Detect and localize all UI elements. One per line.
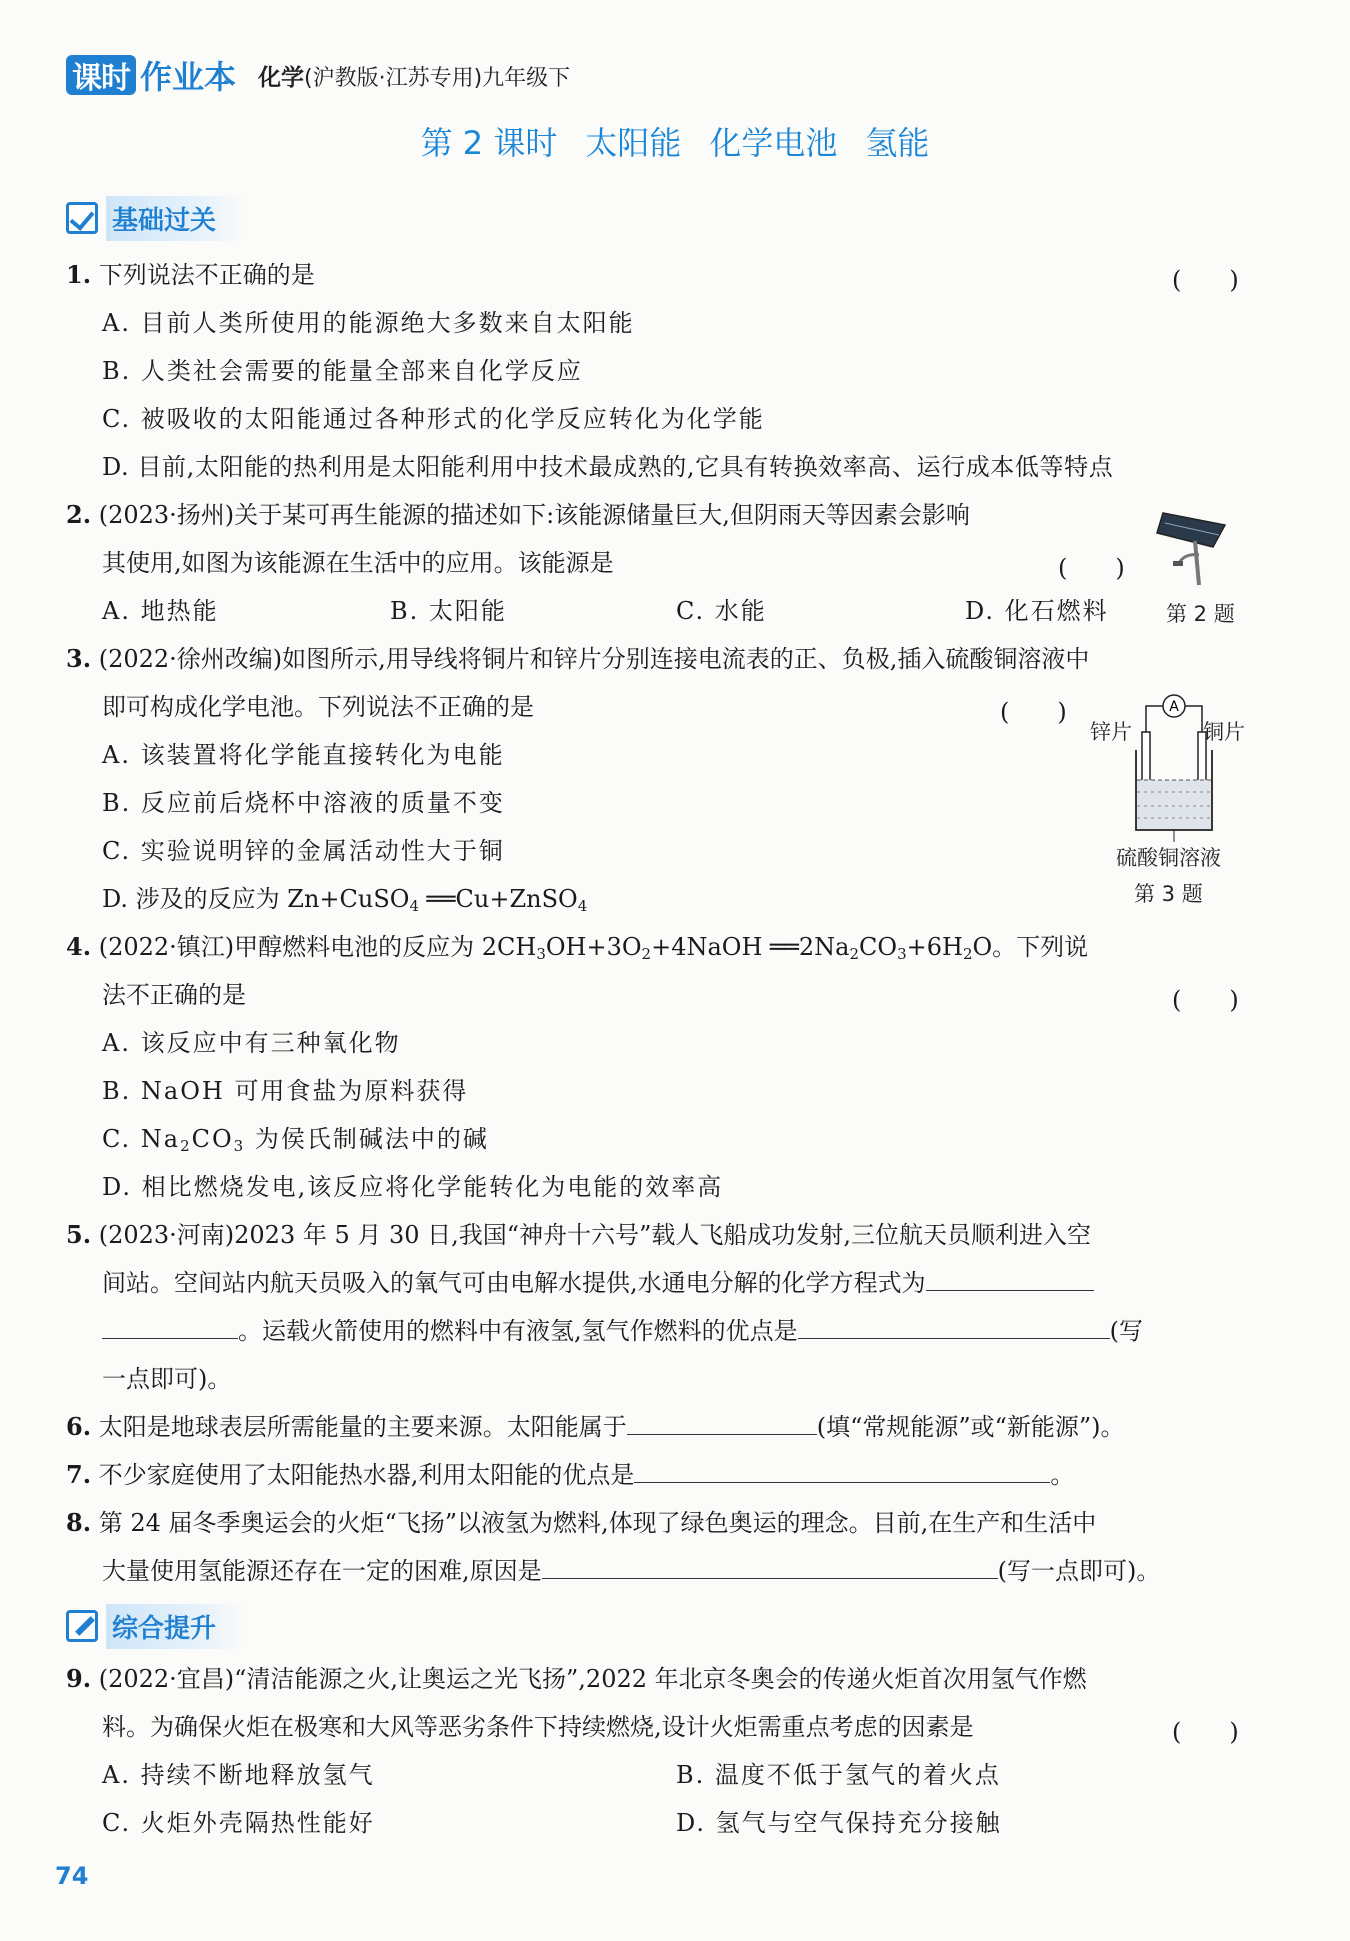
q1-stem: 1. 下列说法不正确的是	[66, 260, 315, 289]
answer-paren: ( )	[1172, 986, 1239, 1014]
section-advanced: 综合提升	[66, 1606, 244, 1646]
figure-caption: 第 2 题	[1166, 602, 1235, 626]
option: D. 化石燃料	[965, 597, 1109, 625]
answer-blank[interactable]	[798, 1316, 1110, 1339]
checkbox-icon	[66, 202, 98, 234]
brand-text: 作业本	[140, 58, 237, 96]
answer-paren: ( )	[1000, 698, 1067, 726]
lesson-title: 第 2 课时 太阳能 化学电池 氢能	[420, 124, 930, 162]
answer-blank[interactable]	[926, 1268, 1094, 1291]
option: C. 被吸收的太阳能通过各种形式的化学反应转化为化学能	[102, 405, 765, 433]
q6: 6. 太阳是地球表层所需能量的主要来源。太阳能属于 (填“常规能源”或“新能源”)。	[66, 1412, 1125, 1441]
option: C. 水能	[676, 597, 767, 625]
solution-label: 硫酸铜溶液	[1116, 846, 1221, 870]
answer-blank[interactable]	[542, 1556, 998, 1579]
header	[66, 52, 570, 98]
page-number: 74	[55, 1862, 89, 1890]
q3-line2: 即可构成化学电池。下列说法不正确的是	[102, 693, 534, 721]
option: A. 目前人类所使用的能源绝大多数来自太阳能	[102, 309, 635, 337]
answer-blank[interactable]	[634, 1460, 1050, 1483]
q5-line3: 。运载火箭使用的燃料中有液氢,氢气作燃料的优点是 (写	[102, 1316, 1143, 1346]
option: A. 地热能	[102, 597, 219, 625]
answer-paren: ( )	[1058, 554, 1125, 582]
q8-line2: 大量使用氢能源还存在一定的困难,原因是 (写一点即可)。	[102, 1557, 1161, 1585]
option: A. 持续不断地释放氢气	[102, 1761, 375, 1789]
q2-line2: 其使用,如图为该能源在生活中的应用。该能源是	[102, 549, 614, 577]
q2-line1: 2. (2023·扬州)关于某可再生能源的描述如下:该能源储量巨大,但阴雨天等因素会影响	[66, 500, 970, 529]
q9-line2: 料。为确保火炬在极寒和大风等恶劣条件下持续燃烧,设计火炬需重点考虑的因素是	[102, 1713, 974, 1741]
option: B. NaOH 可用食盐为原料获得	[102, 1077, 469, 1105]
option: B. 温度不低于氢气的着火点	[676, 1761, 1001, 1789]
brand-logo: 课时	[66, 55, 136, 95]
figure-caption: 第 3 题	[1134, 882, 1203, 906]
q8-line1: 8. 第 24 届冬季奥运会的火炬“飞扬”以液氢为燃料,体现了绿色奥运的理念。目前,在生产和生活中	[66, 1508, 1097, 1537]
option: B. 太阳能	[390, 597, 507, 625]
q7: 7. 不少家庭使用了太阳能热水器,利用太阳能的优点是 。	[66, 1460, 1075, 1489]
zinc-label: 锌片	[1090, 720, 1132, 744]
section-basic: 基础过关	[66, 198, 244, 238]
option: C. 火炬外壳隔热性能好	[102, 1809, 375, 1837]
solar-lamp-figure	[1155, 505, 1235, 587]
subject-line: 化学(沪教版·江苏专用)九年级下	[258, 64, 571, 91]
answer-paren: ( )	[1172, 266, 1239, 294]
pen-icon	[66, 1610, 98, 1642]
option: A. 该反应中有三种氧化物	[102, 1029, 401, 1057]
option: D. 目前,太阳能的热利用是太阳能利用中技术最成熟的,它具有转换效率高、运行成本低等特点	[102, 453, 1114, 481]
answer-paren: ( )	[1172, 1718, 1239, 1746]
q3-line1: 3. (2022·徐州改编)如图所示,用导线将铜片和锌片分别连接电流表的正、负极,插入硫酸铜溶液中	[66, 644, 1090, 673]
q4-line2: 法不正确的是	[102, 981, 246, 1009]
q5-line4: 一点即可)。	[102, 1365, 232, 1393]
ammeter-label: A	[1169, 699, 1179, 715]
option: D. 相比燃烧发电,该反应将化学能转化为电能的效率高	[102, 1173, 724, 1201]
option: A. 该装置将化学能直接转化为电能	[102, 741, 505, 769]
answer-blank[interactable]	[627, 1412, 817, 1435]
option: C. $Na_2CO_3$ 为侯氏制碱法中的碱	[102, 1125, 489, 1155]
q5-line2: 间站。空间站内航天员吸入的氧气可由电解水提供,水通电分解的化学方程式为	[102, 1268, 1094, 1298]
q4-line1: 4. (2022·镇江)甲醇燃料电池的反应为 $2CH_3OH+3O_2+4NaOH$ $══2Na_2CO_3+6H_2O$。下列说	[66, 932, 1089, 963]
copper-label: 铜片	[1203, 720, 1245, 744]
q9-line1: 9. (2022·宜昌)“清洁能源之火,让奥运之光飞扬”,2022 年北京冬奥会的传递火炬首次用氢气作燃	[66, 1664, 1087, 1693]
answer-blank[interactable]	[102, 1316, 238, 1339]
option: C. 实验说明锌的金属活动性大于铜	[102, 837, 505, 865]
q5-line1: 5. (2023·河南)2023 年 5 月 30 日,我国“神舟十六号”载人飞船成功发射,三位航天员顺利进入空	[66, 1220, 1091, 1249]
option: B. 反应前后烧杯中溶液的质量不变	[102, 789, 505, 817]
option: B. 人类社会需要的能量全部来自化学反应	[102, 357, 583, 385]
option: D. 氢气与空气保持充分接触	[676, 1809, 1002, 1837]
option: D. 涉及的反应为 Zn+CuSO$_4$ ══Cu+ZnSO$_4$	[102, 885, 588, 915]
